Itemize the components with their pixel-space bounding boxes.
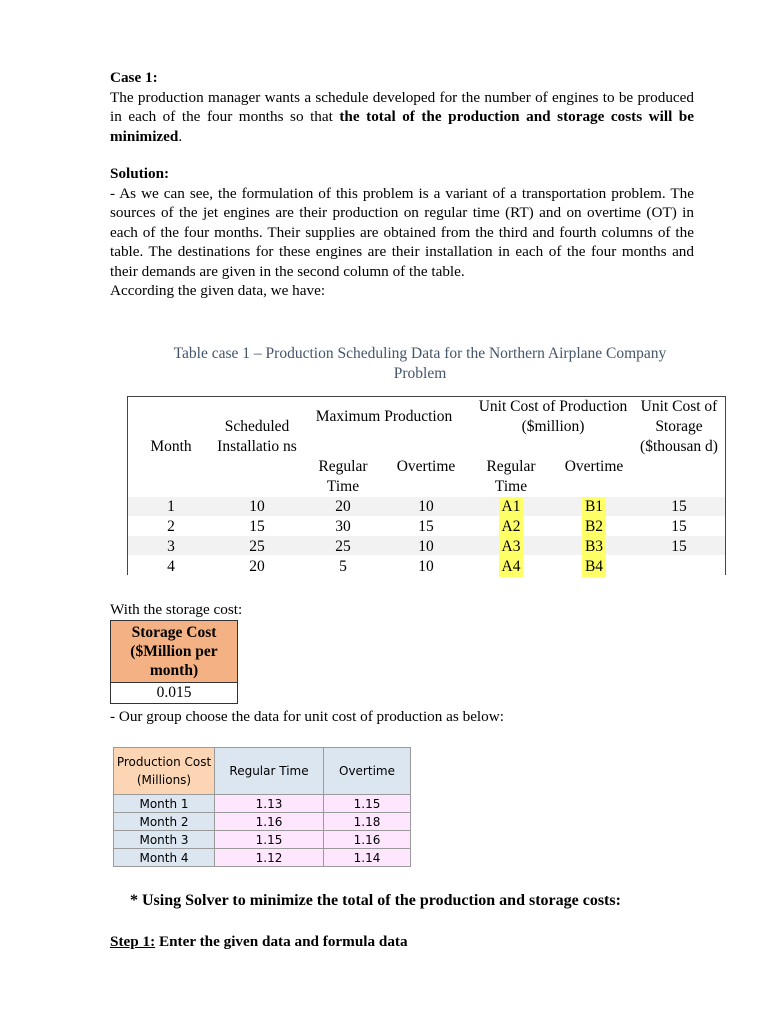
cell-cost-rt: A2: [499, 517, 524, 537]
header-regular-time-cost: Regular Time: [486, 458, 536, 495]
pc-rt-value: 1.15: [215, 831, 324, 849]
pc-rt-value: 1.16: [215, 813, 324, 831]
cell-storage: 15: [671, 498, 687, 515]
pc-rt-value: 1.12: [215, 849, 324, 867]
cell-month: 4: [167, 558, 175, 575]
cell-cost-ot: B1: [582, 497, 606, 517]
cell-regular: 30: [335, 518, 351, 535]
pc-header-overtime: Overtime: [324, 748, 411, 795]
step-1-line: [110, 932, 694, 952]
cell-month: 2: [167, 518, 175, 535]
solver-text: * Using Solver to minimize the total of the production and storage costs:: [130, 892, 621, 909]
pc-month: Month 2: [114, 813, 215, 831]
cell-storage: 15: [671, 518, 687, 535]
header-overtime: Overtime: [396, 458, 456, 475]
step-text: Enter the given data and formula data: [155, 933, 408, 950]
header-storage: Unit Cost of Storage ($thousan d): [640, 398, 718, 455]
header-regular-time: Regular Time: [318, 458, 368, 495]
production-cost-table: [113, 747, 411, 867]
cell-cost-rt: A3: [499, 537, 524, 557]
caption-line-2: Problem: [393, 365, 447, 382]
case-intro: [110, 88, 694, 147]
case-intro-text: The production manager wants a schedule developed for the number of engines to be produced in each of the four months so that: [110, 88, 694, 125]
according-text: According the given data, we have:: [110, 282, 326, 299]
case-intro-bold: the total of the production and storage costs will be minimized: [110, 108, 694, 145]
pc-ot-value: 1.16: [324, 831, 411, 849]
cell-cost-ot: B3: [582, 537, 606, 557]
caption-line-1: Table case 1 – Production Scheduling Data for the Northern Airplane Company: [173, 345, 667, 362]
header-scheduled: Scheduled Installatio ns: [217, 418, 297, 455]
cell-cost-rt: A4: [499, 557, 524, 577]
cell-overtime: 10: [418, 498, 434, 515]
table-caption: [120, 344, 720, 384]
cell-scheduled: 25: [249, 538, 265, 555]
step-label: Step 1:: [110, 933, 156, 950]
pc-ot-value: 1.15: [324, 795, 411, 813]
cell-overtime: 10: [418, 538, 434, 555]
storage-intro: With the storage cost:: [110, 601, 243, 618]
storage-cost-value: 0.015: [156, 684, 192, 701]
cell-scheduled: 15: [249, 518, 265, 535]
solution-title: Solution:: [110, 165, 170, 182]
header-max-production: Maximum Production: [315, 408, 453, 425]
case-intro-end: .: [178, 127, 183, 145]
pc-month: Month 1: [114, 795, 215, 813]
cell-overtime: 15: [418, 518, 434, 535]
pc-ot-value: 1.14: [324, 849, 411, 867]
pc-month: Month 4: [114, 849, 215, 867]
pc-header-regular: Regular Time: [215, 748, 324, 795]
case-title: Case 1:: [110, 69, 158, 86]
cell-regular: 20: [335, 498, 351, 515]
document-body: [110, 68, 694, 301]
storage-cost-table: [110, 620, 238, 704]
cell-storage: 15: [671, 538, 687, 555]
cell-regular: 5: [339, 558, 347, 575]
cell-cost-ot: B2: [582, 517, 606, 537]
pc-ot-value: 1.18: [324, 813, 411, 831]
pc-header-production-cost: Production Cost (Millions): [114, 748, 215, 795]
solution-body: - As we can see, the formulation of this problem is a variant of a transportation problem. The sources of the jet engines are their production on regular time (RT) and on overtime (OT) in each of the four months. Their supplies are obtained from the third and fourth columns of the table. The destinations for these engines are their installation in each of the four months and their demands are given in the second column of the table.: [110, 184, 694, 280]
header-month: Month: [150, 438, 192, 455]
pc-rt-value: 1.13: [215, 795, 324, 813]
cell-month: 1: [167, 498, 175, 515]
production-scheduling-table: [127, 396, 726, 575]
cell-month: 3: [167, 538, 175, 555]
cell-regular: 25: [335, 538, 351, 555]
cell-overtime: 10: [418, 558, 434, 575]
header-overtime-cost: Overtime: [564, 458, 624, 475]
pc-month: Month 3: [114, 831, 215, 849]
cell-scheduled: 10: [249, 498, 265, 515]
cell-cost-ot: B4: [582, 557, 606, 577]
solver-heading: [110, 890, 694, 911]
storage-cost-header: Storage Cost ($Million per month): [111, 621, 237, 683]
header-unit-cost: Unit Cost of Production ($million): [478, 398, 628, 435]
cell-cost-rt: A1: [499, 497, 524, 517]
cell-scheduled: 20: [249, 558, 265, 575]
group-intro: - Our group choose the data for unit cost of production as below:: [110, 708, 504, 725]
